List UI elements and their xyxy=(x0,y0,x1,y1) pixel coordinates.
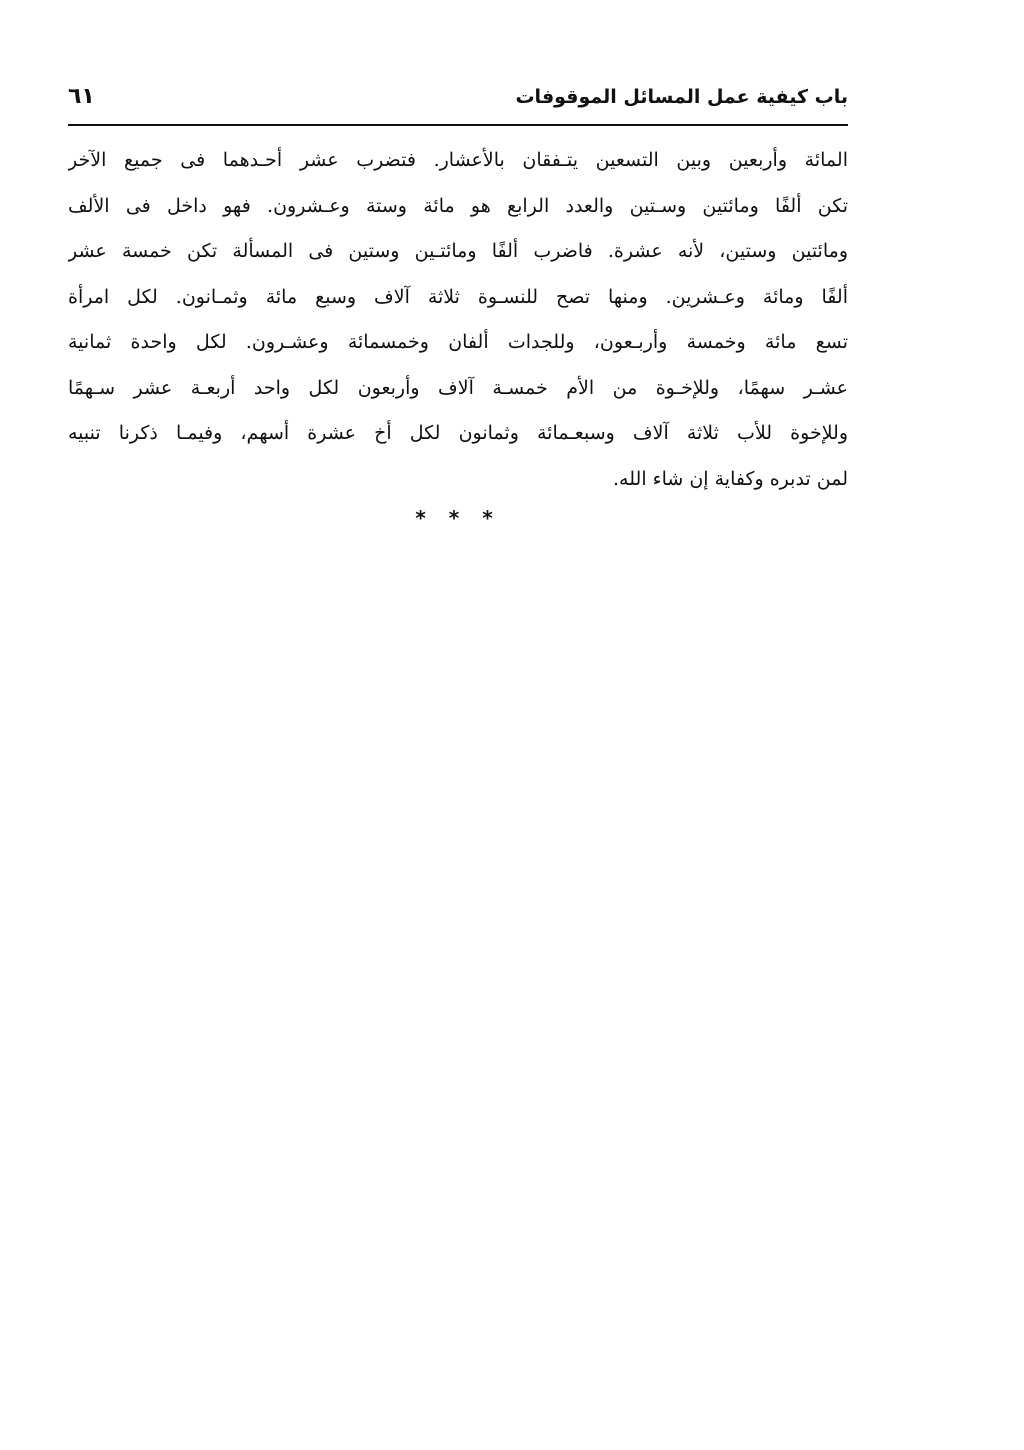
text-line: وللإخوة للأب ثلاثة آلاف وسبعـمائة وثمانون لكل أخ عشرة أسهم، وفيمـا ذكرنا تنبيه xyxy=(68,422,848,444)
header-title: باب كيفية عمل المسائل الموقوفات xyxy=(515,86,848,108)
text-line: تسع مائة وخمسة وأربـعون، وللجدات ألفان وخمسمائة وعشـرون. لكل واحدة ثمانية xyxy=(68,331,848,353)
text-line: عشـر سهمًا، وللإخـوة من الأم خمسـة آلاف وأربعون لكل واحد أربعـة عشر سـهمًا xyxy=(68,376,848,399)
running-header xyxy=(68,82,848,122)
body-paragraph xyxy=(68,138,848,502)
text-line: لمن تدبره وكفاية إن شاء الله. xyxy=(613,467,848,490)
section-separator: * * * xyxy=(415,506,501,530)
text-line: ومائتين وستين، لأنه عشرة. فاضرب ألفًا ومائتـين وستين فى المسألة تكن خمسة عشر xyxy=(68,240,848,262)
header-rule xyxy=(68,124,848,126)
text-line: ألفًا ومائة وعـشرين. ومنها تصح للنسـوة ثلاثة آلاف وسبع مائة وثمـانون. لكل امرأة xyxy=(68,285,848,308)
text-line: المائة وأربعين وبين التسعين يتـفقان بالأعشار. فتضرب عشر أحـدهما فى جميع الآخر xyxy=(68,149,848,171)
text-line: تكن ألفًا ومائتين وسـتين والعدد الرابع هو مائة وستة وعـشرون. فهو داخل فى الألف xyxy=(68,194,848,217)
page-number: ٦١ xyxy=(68,84,95,109)
